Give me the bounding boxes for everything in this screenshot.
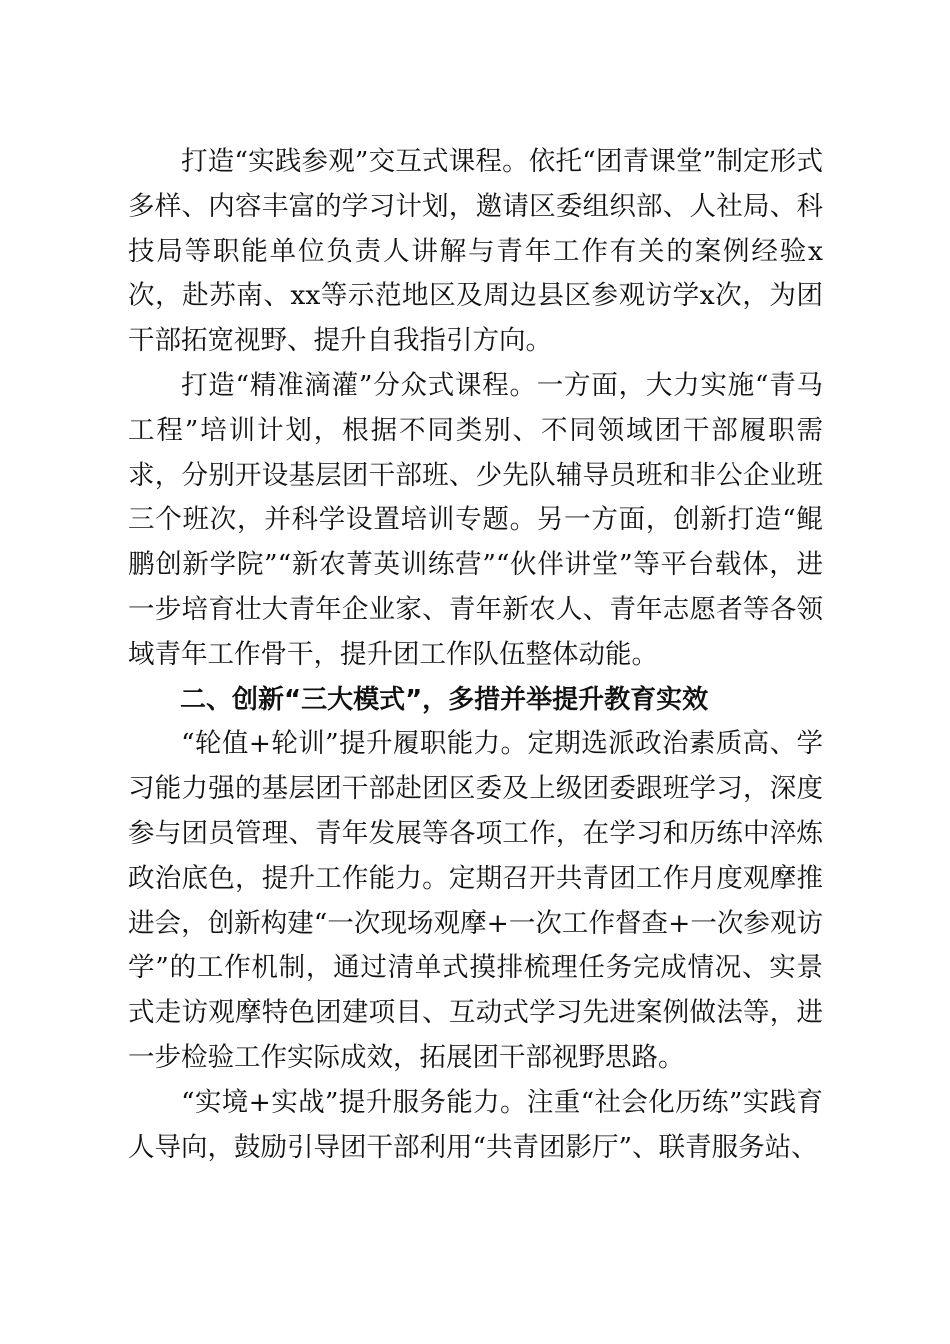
document-body	[128, 140, 823, 1170]
paragraph-precision-course: 打造“精准滴灌”分众式课程。一方面，大力实施“青马工程”培训计划，根据不同类别、不同领域团干部履职需求，分别开设基层团干部班、少先队辅导员班和非公企业班三个班次，并科学设置培训专题。另一方面，创新打造“鲲鹏创新学院”“新农菁英训练营”“伙伴讲堂”等平台载体，进一步培育壮大青年企业家、青年新农人、青年志愿者等各领域青年工作骨干，提升团工作队伍整体动能。	[128, 369, 823, 670]
paragraph-rotation-training: “轮值+轮训”提升履职能力。定期选派政治素质高、学习能力强的基层团干部赴团区委及上级团委跟班学习，深度参与团员管理、青年发展等各项工作，在学习和历练中淬炼政治底色，提升工作能力。定期召开共青团工作月度观摩推进会，创新构建“一次现场观摩+一次工作督查+一次参观访学”的工作机制，通过清单式摸排梳理任务完成情况、实景式走访观摩特色团建项目、互动式学习先进案例做法等，进一步检验工作实际成效，拓展团干部视野思路。	[128, 728, 823, 1073]
section-heading: 二、创新“三大模式”，多措并举提升教育实效	[180, 684, 709, 715]
paragraph-practice-course: 打造“实践参观”交互式课程。依托“团青课堂”制定形式多样、内容丰富的学习计划，邀请区委组织部、人社局、科技局等职能单位负责人讲解与青年工作有关的案例经验x次，赴苏南、xx等示范地区及周边县区参观访学x次，为团干部拓宽视野、提升自我指引方向。	[128, 146, 823, 357]
paragraph-practice-service: “实境+实战”提升服务能力。注重“社会化历练”实践育人导向，鼓励引导团干部利用“共青团影厅”、联青服务站、	[128, 1086, 823, 1163]
